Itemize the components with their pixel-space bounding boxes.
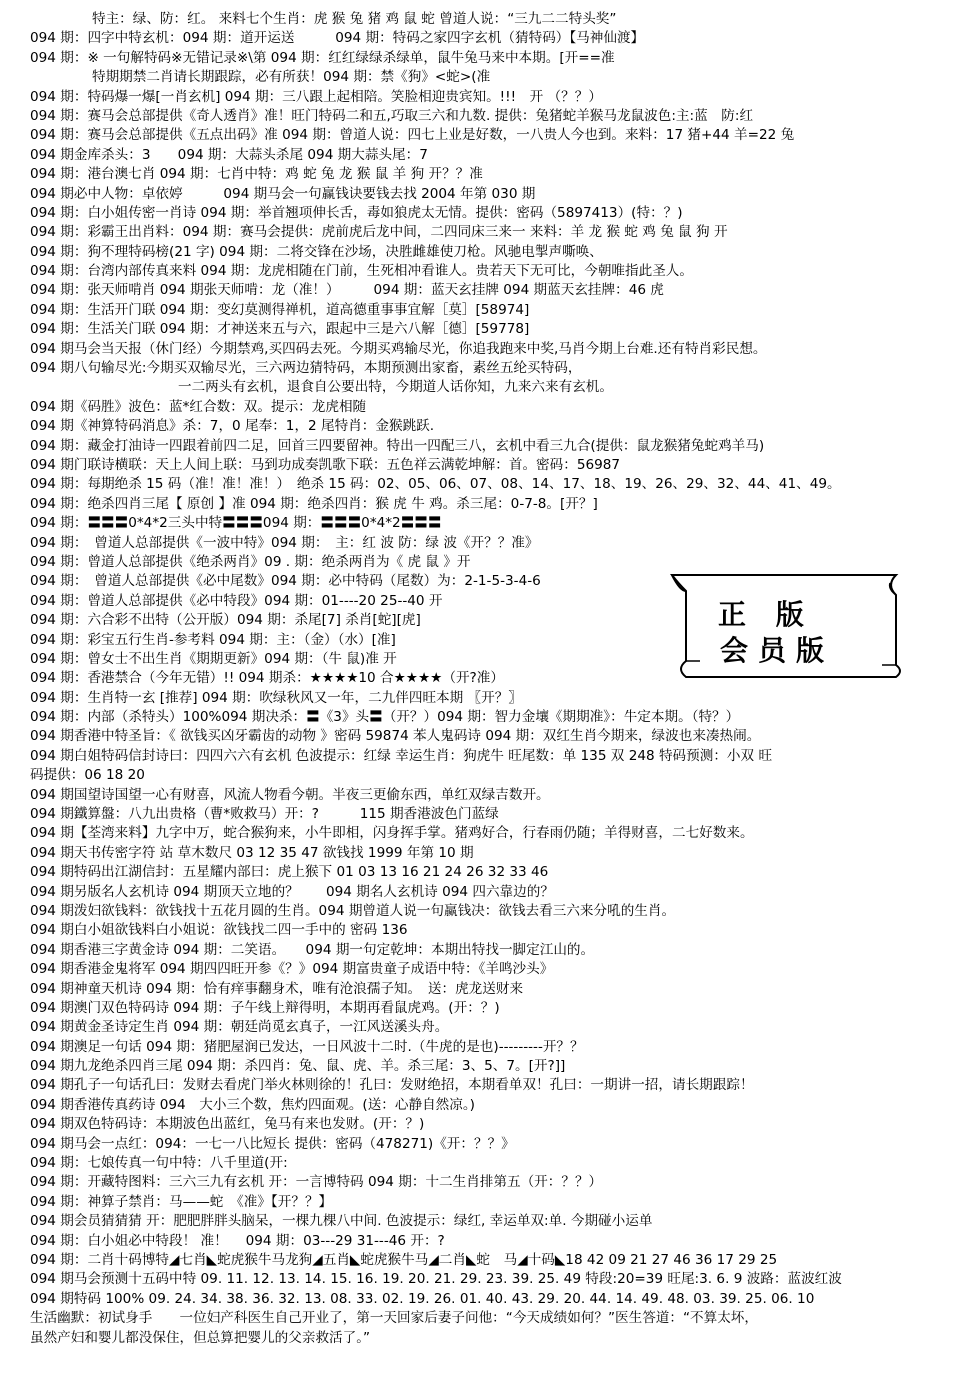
text-line: 094 期：台湾内部传真来料 094 期：龙虎相随在门前，生死相冲看谁人。贵若天下无可比，今朝唯指此圣人。 xyxy=(30,263,693,280)
text-line: 094 期：彩霸王出肖料：094 期：赛马会提供：虎前虎后龙中间，二四同床三来一 来料：羊 龙 猴 蛇 鸡 兔 鼠 狗 开 xyxy=(30,224,728,241)
text-line: 094 期鐵算盤：八九出贵格（曹*败救马）开：? 115 期香港波色门蓝绿 xyxy=(30,806,499,823)
text-line: 094 期天书传密字符 站 草木数尺 03 12 35 47 欲钱找 1999 年第 10 期 xyxy=(30,844,474,861)
official-edition-stamp xyxy=(660,565,908,685)
text-line: 特主：绿、防：红。 来料七个生肖：虎 猴 兔 猪 鸡 鼠 蛇 曾道人说：“三九二二特头奖” xyxy=(92,11,617,27)
text-line: 码提供：06 18 20 xyxy=(30,767,145,784)
text-line: 094 期另版名人玄机诗 094 期顶天立地的？ 094 期名人玄机诗 094 四六靠边的？ xyxy=(30,883,554,900)
text-line: 094 期香港三字黄金诗 094 期：二笑语。 094 期一句定乾坤：本期出特找一脚定江山的。 xyxy=(30,941,595,958)
text-line: 094 期必中人物：卓依婷 094 期马会一句赢钱诀要钱去找 2004 年第 030 期 xyxy=(30,185,536,202)
text-line: 094 期： 曾道人总部提供《一波中特》094 期： 主：红 波 防：绿 波《开？？准》 xyxy=(30,534,539,551)
text-line: 094 期：特码爆一爆[一肖玄机] 094 期：三八跟上起相陪。笑脸相迎贵宾知。!!! 开 （？？） xyxy=(30,88,602,105)
text-line: 094 期神童天机诗 094 期：恰有痒事翻身术，唯有沧浪孺子知。 送：虎龙送财来 xyxy=(30,980,524,997)
text-line: 094 期：白小姐传密一肖诗 094 期：举首翘项伸长舌，毒如狼虎太无情。提供：密码（5897413）(特：？) xyxy=(30,204,683,221)
text-line: 094 期白姐特码信封诗曰：四四六六有玄机 色波提示：红绿 幸运生肖：狗虎牛 旺尾数：单 135 双 248 特码预测：小双 旺 xyxy=(30,747,773,764)
text-line: 094 期黄金圣诗定生肖 094 期：朝廷尚觅玄真子，一江风送溪头舟。 xyxy=(30,1019,449,1036)
text-line: 094 期：内部（杀特头）100%094 期决杀：〓《3》头〓（开？）094 期：智力金壤《期期准》：牛定本期。（特？） xyxy=(30,709,740,726)
text-line: 虽然产妇和婴儿都没保住，但总算把婴儿的父亲救活了。” xyxy=(30,1329,371,1346)
text-line: 094 期：七娘传真一句中特：八千里道(开: xyxy=(30,1155,288,1172)
text-line: 094 期：二肖十码博特◢七肖◣蛇虎猴牛马龙狗◢五肖◣蛇虎猴牛马◢二肖◣蛇 马◢十码◣18 42 09 21 27 46 36 17 29 25 xyxy=(30,1252,778,1268)
text-line: 094 期：生活关门联 094 期：才神送来五与六，跟起中三是六八解［德］[59778] xyxy=(30,321,530,338)
text-line: 094 期马会一点红：094：一七一八比短长 提供：密码（478271)《开：？？》 xyxy=(30,1135,515,1152)
text-line: 094 期：〓〓〓0*4*2三头中特〓〓〓094 期：〓〓〓0*4*2〓〓〓 xyxy=(30,515,442,532)
text-line: 094 期泼妇欲钱料：欲钱找十五花月圆的生肖。094 期曾道人说一句赢钱决：欲钱去看三六来分吼的生肖。 xyxy=(30,902,676,919)
text-line: 094 期：狗不理特码榜(21 字) 094 期：二将交锋在沙场，决胜雌雄使刀枪。风驰电掣声嘶唤、 xyxy=(30,243,603,260)
text-line: 094 期：四字中特玄机：094 期：道开运送 094 期：特码之家四字玄机（猜特码）【马神仙渡】 xyxy=(30,30,645,47)
text-line: 094 期：生肖特一玄 [推荐] 094 期：吹绿秋风又一年，二九伴四旺本期 〖开？〗 xyxy=(30,689,522,706)
text-line: 094 期：生活开门联 094 期：变幻莫测得禅机，道高德重事事宜解［莫］[58974] xyxy=(30,301,530,318)
text-line: 094 期：藏金打油诗一四跟着前四二足，回首三四要留神。特出一四配三八，玄机中看三九合(提供：鼠龙猴猪兔蛇鸡羊马) xyxy=(30,437,765,454)
text-line: 094 期八句输尽光:今期买双输尽光，三六两边猜特码，本期预测出家畜，素丝五纶买特码， xyxy=(30,360,582,377)
text-line: 094 期特码出江湖信封：五星耀内部曰：虎上猴下 01 03 13 16 21 24 26 32 33 46 xyxy=(30,864,549,881)
text-line: 094 期：曾道人总部提供《绝杀两肖》09 . 期：绝杀两肖为《 虎 鼠 》开 xyxy=(30,553,471,570)
text-line: 094 期：曾道人总部提供《必中特段》094 期：01----20 25--40 开 xyxy=(30,592,443,609)
text-line: 094 期门联诗横联：天上人间上联：马到功成奏凯歌下联：五色祥云满乾坤解：首。密码：56987 xyxy=(30,456,621,473)
text-line: 094 期：赛马会总部提供《奇人透肖》准！旺门特码二和五,巧取三六和九数. 提供：兔猪蛇羊猴马龙鼠波色:主:蓝 防:红 xyxy=(30,107,754,124)
text-line: 094 期马会当天报（休门经）今期禁鸡,买四码去死。今期买鸡输尽光，你追我跑来中奖,马肖今期上台难.还有特肖彩民想。 xyxy=(30,340,767,357)
text-line: 094 期：绝杀四肖三尾【 原创 】准 094 期：绝杀四肖：猴 虎 牛 鸡。杀三尾：0-7-8。[开？] xyxy=(30,495,598,512)
text-line: 094 期【荃湾来料】九字中万，蛇合猴狗来，小牛即相，闪身挥手掌。猪鸡好合，行春雨仍随；羊得财喜，二七好数来。 xyxy=(30,825,754,842)
text-line: 094 期：白小姐必中特段！ 准！ 094 期：03---29 31---46 开：? xyxy=(30,1232,445,1249)
text-line: 094 期：神算子禁肖：马——蛇 《准》【开？？】 xyxy=(30,1193,333,1210)
text-line: 094 期：张天师啃肖 094 期张天师啃：龙（准！） 094 期：蓝天玄挂牌 094 期蓝天玄挂牌：46 虎 xyxy=(30,282,664,299)
text-line: 一二两头有玄机，退食自公要出特，今期道人话你知，九来六来有玄机。 xyxy=(178,379,613,396)
text-line: 094 期香港金鬼将军 094 期四四旺开参《？》094 期富贵童子成语中特：《羊鸣沙头》 xyxy=(30,961,554,978)
text-line: 094 期香港中特圣旨：《 欲钱买凶牙霸齿的动物 》密码 59874 苯人鬼码诗 094 期：双红生肖今期来，绿波也来凑热闹。 xyxy=(30,728,761,745)
text-line: 094 期《神算特码消息》杀：7，0 尾奉：1，2 尾特肖：金猴跳跃. xyxy=(30,418,435,435)
text-line: 094 期白小姐欲钱料白小姐说：欲钱找二四一手中的 密码 136 xyxy=(30,922,408,939)
text-line: 094 期马会预测十五码中特 09. 11. 12. 13. 14. 15. 16. 19. 20. 21. 29. 23. 39. 25. 49 特段:20=39 旺尾:3. 6. 9 波路：蓝波红波 xyxy=(30,1271,842,1288)
text-line: 094 期九龙绝杀四肖三尾 094 期：杀四肖：兔、鼠、虎、羊。杀三尾：3、5、7。[开?]] xyxy=(30,1058,566,1075)
text-line: 094 期：每期绝杀 15 码（准！准！准！） 绝杀 15 码：02、05、06、07、08、14、17、18、19、26、29、32、44、41、49。 xyxy=(30,476,841,493)
text-line: 094 期香港传真药诗 094 大小三个数，焦灼四面观。(送：心静自然凉。) xyxy=(30,1096,475,1113)
text-line: 094 期：香港禁合（今年无错）!! 094 期杀：★★★★10 合★★★★（开?准） xyxy=(30,670,504,687)
text-line: 094 期澳门双色特码诗 094 期：子午线上辩得明，本期再看鼠虎鸡。(开：？) xyxy=(30,999,500,1016)
text-line: 094 期国望诗国望一心有财喜，风流人物看今朝。半夜三更偷东西，单红双绿吉数开。 xyxy=(30,786,550,803)
text-line: 094 期：六合彩不出特（公开版）094 期：杀尾[7] 杀肖[蛇][虎] xyxy=(30,612,421,629)
text-line: 094 期特码 100% 09. 24. 34. 38. 36. 32. 13. 08. 33. 02. 19. 26. 01. 40. 43. 29. 20. 44. 14. 49. 48. 03. 39. 25. 06. 10 xyxy=(30,1290,815,1307)
stamp-line-2: 会员版 xyxy=(720,634,835,667)
text-line: 094 期：※ 一句解特码※无错记录※\第 094 期：红红绿绿杀绿单，鼠牛兔马来中本期。[开==准 xyxy=(30,49,615,66)
text-line: 094 期：赛马会总部提供《五点出码》准 094 期：曾道人说：四七上业是好数，一八贵人今也到。来料：17 猪+44 羊=22 兔 xyxy=(30,127,795,144)
text-line: 094 期：开藏特图料：三六三九有玄机 开：一言博特码 094 期：十二生肖排第五（开：？？） xyxy=(30,1174,603,1191)
text-line: 094 期金库杀头：3 094 期：大蒜头杀尾 094 期大蒜头尾：7 xyxy=(30,146,428,163)
text-line: 094 期双色特码诗：本期波色出蓝红，兔马有来也发财。(开：？) xyxy=(30,1116,425,1133)
text-line: 094 期孔子一句话孔曰：发财去看虎门举火林则徐的！孔曰：发财绝招，本期看单双！孔曰：一期讲一招，请长期跟踪！ xyxy=(30,1077,754,1094)
text-line: 094 期《码胜》波色：蓝*红合数：双。提示：龙虎相随 xyxy=(30,398,367,415)
text-line: 特期期禁二肖请长期跟踪，必有所获！094 期：禁《狗》<蛇>(准 xyxy=(92,69,491,86)
text-line: 094 期：曾女士不出生肖《期期更新》094 期：（牛 鼠)准 开 xyxy=(30,650,397,667)
text-line: 094 期澳足一句话 094 期：猪肥屋润已发达，一日风波十二时.（牛虎的是也)---------开？？ xyxy=(30,1038,584,1055)
text-line: 094 期：彩宝五行生肖-参考料 094 期：主：（金）（水）[准] xyxy=(30,631,396,648)
text-line: 094 期：港台澳七肖 094 期：七肖中特：鸡 蛇 兔 龙 猴 鼠 羊 狗 开？？准 xyxy=(30,166,483,183)
stamp-line-1: 正 版 xyxy=(718,598,814,631)
text-line: 094 期： 曾道人总部提供《必中尾数》094 期：必中特码（尾数）为：2-1-5-3-4-6 xyxy=(30,573,541,590)
text-line: 094 期会员猜猜猜 开：肥肥胖胖头脑呆，一棵九棵八中间. 色波提示：绿红, 幸运单双:单. 今期碰小运单 xyxy=(30,1213,653,1230)
text-line: 生活幽默：初试身手 一位妇产科医生自己开业了，第一天回家后妻子问他：“今天成绩如何？”医生答道：“不算太坏， xyxy=(30,1310,758,1327)
